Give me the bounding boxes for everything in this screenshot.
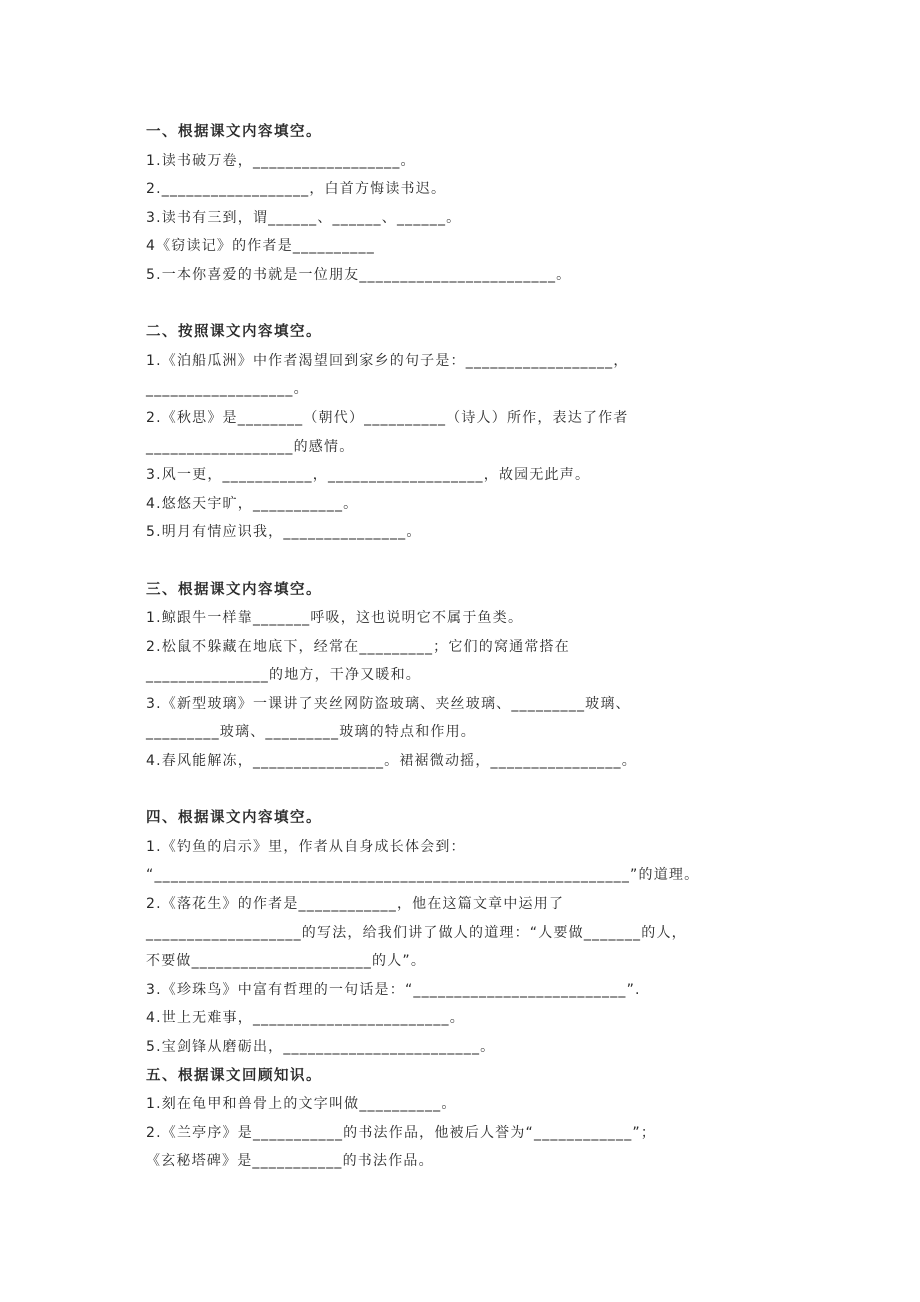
question-line: 3.《新型玻璃》一课讲了夹丝网防盗玻璃、夹丝玻璃、_________玻璃、 xyxy=(146,695,631,712)
question-line: __________________。 xyxy=(146,381,309,398)
question-line: 5.一本你喜爱的书就是一位朋友________________________。 xyxy=(146,266,572,283)
section-spacer xyxy=(146,547,806,576)
question-line: 3.《珍珠鸟》中富有哲理的一句话是：“__________________________”. xyxy=(146,981,641,998)
question-line: 3.风一更，___________，___________________，故园无此声。 xyxy=(146,467,591,484)
question-line: _________玻璃、_________玻璃的特点和作用。 xyxy=(146,724,476,741)
section-3 xyxy=(146,576,806,776)
question-line: 2.《落花生》的作者是____________，他在这篇文章中运用了 xyxy=(146,896,565,913)
question-line: __________________的感情。 xyxy=(146,438,355,455)
question-line: 2.松鼠不躲藏在地底下，经常在_________；它们的窝通常搭在 xyxy=(146,638,570,655)
question-line: 1.读书破万卷，__________________。 xyxy=(146,152,416,169)
section-heading: 四、根据课文内容填空。 xyxy=(146,810,322,827)
section-spacer xyxy=(146,290,806,319)
section-heading: 三、根据课文内容填空。 xyxy=(146,581,322,598)
question-line: ___________________的写法，给我们讲了做人的道理：“人要做_______的人， xyxy=(146,924,687,941)
section-5 xyxy=(146,1062,806,1176)
question-line: 4.世上无难事，________________________。 xyxy=(146,1010,465,1027)
question-line: 4《窃读记》的作者是__________ xyxy=(146,238,375,255)
question-line: 4.春风能解冻，________________。裙裾微动摇，________________。 xyxy=(146,753,637,770)
question-line: “__________________________________________________________”的道理。 xyxy=(146,867,700,884)
question-line: 5.宝剑锋从磨砺出，________________________。 xyxy=(146,1039,496,1055)
section-2 xyxy=(146,318,806,547)
question-line: 1.《钓鱼的启示》里，作者从自身成长体会到： xyxy=(146,838,466,855)
question-line: 2.__________________，白首方悔读书迟。 xyxy=(146,181,447,198)
question-line: 5.明月有情应识我，_______________。 xyxy=(146,524,422,541)
question-line: 4.悠悠天宇旷，___________。 xyxy=(146,495,359,512)
section-4 xyxy=(146,804,806,1061)
section-heading: 二、按照课文内容填空。 xyxy=(146,324,322,341)
question-line: 1.刻在龟甲和兽骨上的文字叫做__________。 xyxy=(146,1096,457,1113)
question-line: 《玄秘塔碑》是___________的书法作品。 xyxy=(146,1153,434,1170)
section-1 xyxy=(146,118,806,290)
question-line: 2.《秋思》是________（朝代）__________（诗人）所作，表达了作者 xyxy=(146,409,629,426)
section-heading: 一、根据课文内容填空。 xyxy=(146,124,322,140)
question-line: 3.读书有三到，谓______、______、______。 xyxy=(146,209,462,226)
worksheet-page xyxy=(146,118,806,1176)
section-spacer xyxy=(146,776,806,805)
question-line: 不要做______________________的人”。 xyxy=(146,953,427,970)
section-heading: 五、根据课文回顾知识。 xyxy=(146,1067,322,1084)
question-line: _______________的地方，干净又暖和。 xyxy=(146,667,421,684)
question-line: 2.《兰亭序》是___________的书法作品，他被后人誉为“____________”； xyxy=(146,1124,657,1141)
question-line: 1.《泊船瓜洲》中作者渴望回到家乡的句子是：__________________， xyxy=(146,352,629,369)
question-line: 1.鲸跟牛一样靠_______呼吸，这也说明它不属于鱼类。 xyxy=(146,610,524,627)
